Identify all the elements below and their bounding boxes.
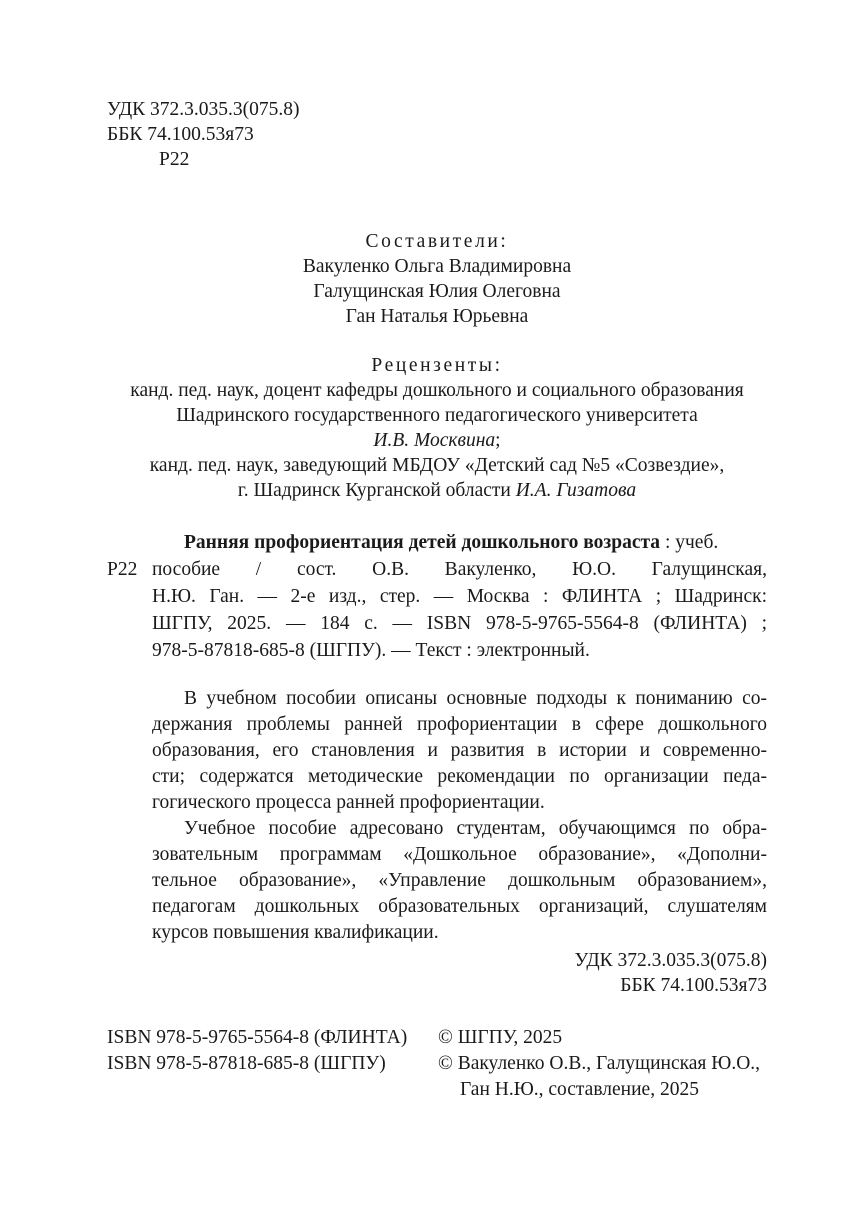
abstract-line: тельное образование», «Управление дошкольным образованием», — [152, 870, 767, 891]
reviewer-2-location: г. Шадринск Курганской области — [237, 480, 516, 501]
compilers-block — [107, 229, 767, 329]
udc-index: УДК 372.3.035.3(075.8) — [107, 99, 300, 120]
reviewer-2-location-line — [107, 478, 767, 503]
footer-bbk-index: ББК 74.100.53я73 — [620, 975, 767, 996]
reviewer-1-affiliation: канд. пед. наук, доцент кафедры дошкольного и социального образования — [130, 380, 744, 401]
reviewers-heading: Рецензенты: — [371, 355, 503, 376]
book-title-tail: : учеб. — [660, 532, 719, 553]
abstract-line: Учебное пособие адресовано студентам, обучающимся по обра- — [184, 818, 767, 839]
footer-udc-index: УДК 372.3.035.3(075.8) — [574, 950, 767, 971]
compiler-name: Вакуленко Ольга Владимировна — [302, 256, 572, 277]
reviewer-1-university: Шадринского государственного педагогического университета — [176, 405, 698, 426]
abstract-line: педагогам дошкольных образовательных организаций, слушателям — [152, 896, 767, 917]
classification-indices — [107, 97, 300, 172]
reviewers-block — [107, 353, 767, 503]
isbn-block — [107, 1025, 407, 1077]
compilers-heading: Составители: — [365, 231, 509, 252]
copyright-block — [438, 1025, 760, 1103]
book-title: Ранняя профориентация детей дошкольного возраста — [184, 532, 661, 553]
reviewer-2-name: И.А. Гизатова — [515, 480, 637, 501]
reviewer-2-affiliation: канд. пед. наук, заведующий МБДОУ «Детский сад №5 «Созвездие», — [149, 455, 725, 476]
copyright-line: © Вакуленко О.В., Галущинская Ю.О., — [438, 1053, 761, 1074]
copyright-line: © ШГПУ, 2025 — [438, 1027, 563, 1048]
abstract — [152, 686, 767, 946]
abstract-line: держания проблемы ранней профориентации в сфере дошкольного — [152, 714, 767, 735]
reviewer-1-name: И.В. Москвина — [373, 430, 496, 451]
isbn-line: ISBN 978-5-87818-685-8 (ШГПУ) — [107, 1053, 386, 1074]
biblio-line: 978-5-87818-685-8 (ШГПУ). — Текст : электронный. — [152, 640, 590, 661]
bbk-index: ББК 74.100.53я73 — [107, 124, 254, 145]
abstract-line: образования, его становления и развития в истории и современно- — [152, 740, 767, 761]
abstract-line: курсов повышения квалификации. — [152, 922, 439, 943]
abstract-line: гогического процесса ранней профориентации. — [152, 792, 545, 813]
biblio-line: ШГПУ, 2025. — 184 с. — ISBN 978-5-9765-5564-8 (ФЛИНТА) ; — [152, 613, 767, 634]
copyright-line: Ган Н.Ю., составление, 2025 — [460, 1079, 699, 1100]
compiler-name: Галущинская Юлия Олеговна — [313, 281, 561, 302]
bibliographic-description — [152, 530, 767, 665]
isbn-line: ISBN 978-5-9765-5564-8 (ФЛИНТА) — [107, 1027, 408, 1048]
biblio-line: пособие / сост. О.В. Вакуленко, Ю.О. Галущинская, — [152, 559, 767, 580]
bibliographic-author-mark: Р22 — [107, 559, 138, 580]
abstract-line: зовательным программам «Дошкольное образование», «Дополни- — [152, 844, 767, 865]
biblio-line: Н.Ю. Ган. — 2-е изд., стер. — Москва : ФЛИНТА ; Шадринск: — [152, 586, 767, 607]
biblio-title-line — [152, 530, 767, 557]
abstract-line: В учебном пособии описаны основные подходы к пониманию со- — [184, 688, 767, 709]
compiler-name: Ган Наталья Юрьевна — [345, 306, 529, 327]
abstract-line: сти; содержатся методические рекомендации по организации педа- — [152, 766, 767, 787]
reviewer-1-name-line — [107, 428, 767, 453]
author-mark: Р22 — [159, 149, 190, 170]
reviewer-1-end: ; — [495, 430, 501, 451]
